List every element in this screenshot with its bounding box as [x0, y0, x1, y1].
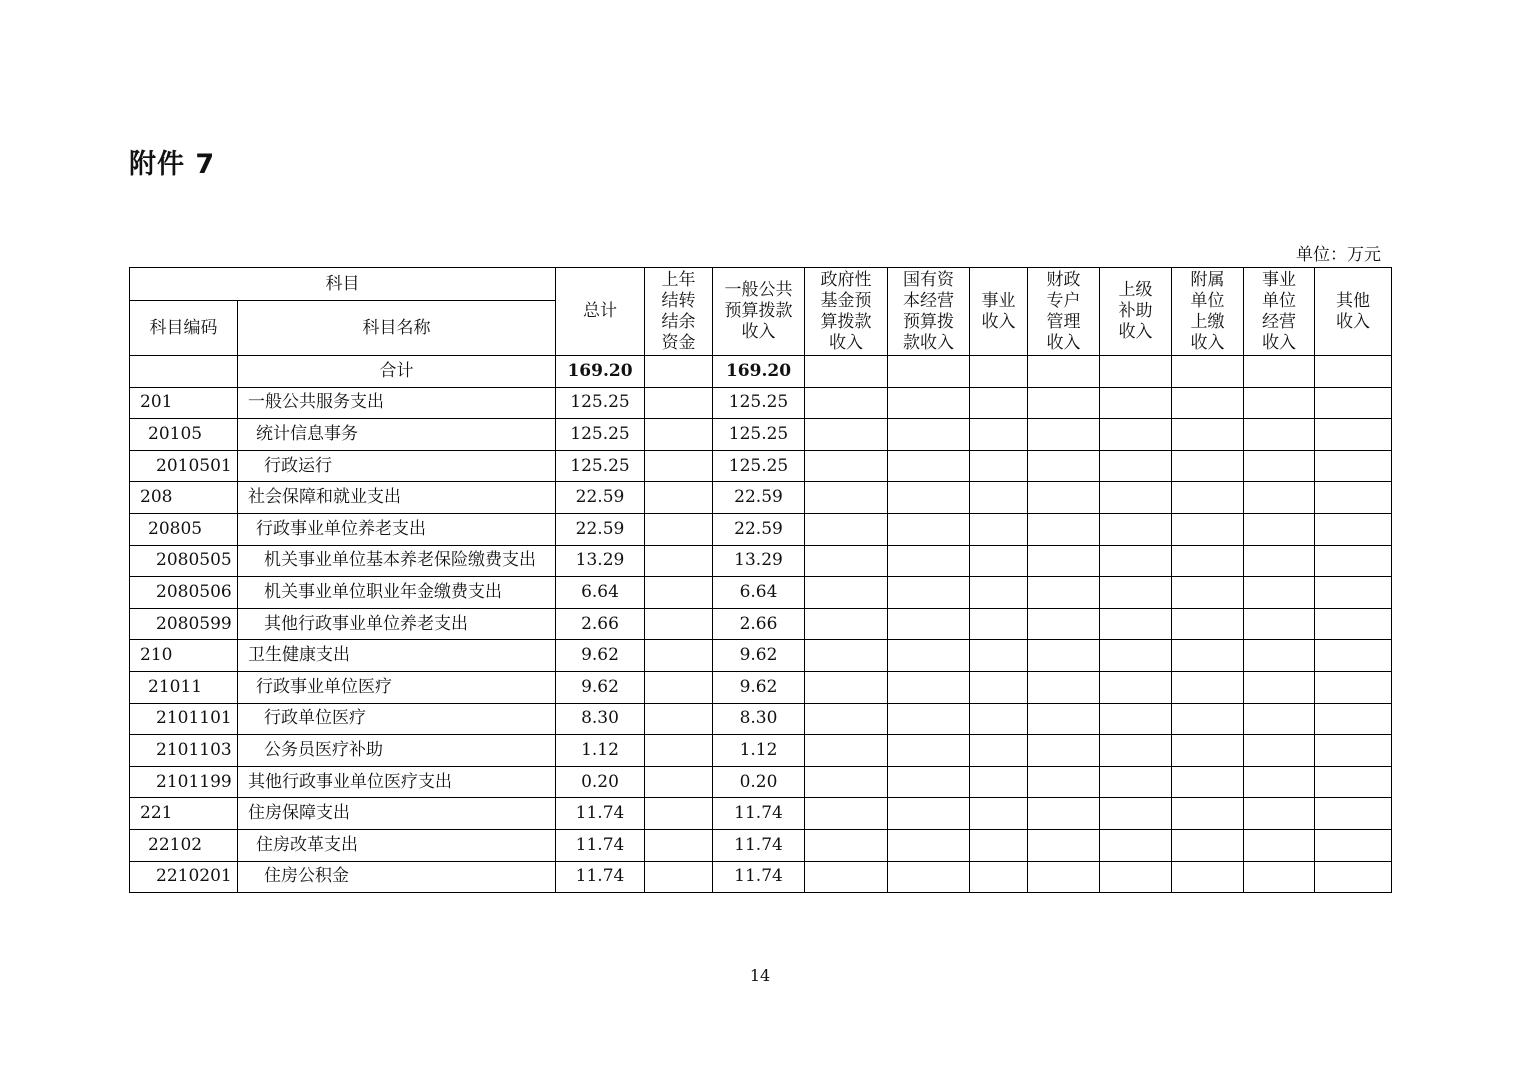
carryover-value	[645, 798, 713, 830]
general-budget-value: 125.25	[713, 387, 805, 419]
total-value: 169.20	[556, 356, 645, 388]
empty-cell	[1100, 798, 1172, 830]
empty-cell	[1244, 671, 1315, 703]
empty-cell	[1244, 640, 1315, 672]
empty-cell	[1172, 671, 1244, 703]
header-line: 事业	[1262, 269, 1296, 290]
empty-cell	[1172, 577, 1244, 609]
empty-cell	[970, 608, 1028, 640]
empty-cell	[888, 766, 970, 798]
empty-cell	[1315, 703, 1392, 735]
header-line: 补助	[1118, 301, 1153, 321]
empty-cell	[1172, 766, 1244, 798]
total-value: 11.74	[556, 829, 645, 861]
total-value: 6.64	[556, 577, 645, 609]
empty-cell	[1028, 356, 1100, 388]
subject-code: 20805	[130, 513, 238, 545]
empty-cell	[1028, 450, 1100, 482]
empty-cell	[805, 577, 888, 609]
total-value: 8.30	[556, 703, 645, 735]
header-line: 单位	[1190, 290, 1225, 311]
empty-cell	[1244, 735, 1315, 767]
empty-cell	[888, 608, 970, 640]
empty-cell	[1315, 766, 1392, 798]
carryover-value	[645, 829, 713, 861]
table-row	[130, 766, 1392, 798]
header-line: 收入	[741, 322, 776, 342]
empty-cell	[888, 419, 970, 451]
total-value: 9.62	[556, 640, 645, 672]
general-budget-value: 125.25	[713, 450, 805, 482]
header-col	[713, 268, 805, 356]
general-budget-value: 0.20	[713, 766, 805, 798]
header-line: 收入	[1336, 311, 1370, 332]
table-row	[130, 577, 1392, 609]
subject-name: 合计	[238, 356, 556, 388]
header-line: 基金预	[820, 290, 872, 311]
empty-cell	[1244, 861, 1315, 893]
total-value: 11.74	[556, 861, 645, 893]
empty-cell	[1028, 735, 1100, 767]
empty-cell	[1100, 829, 1172, 861]
empty-cell	[805, 608, 888, 640]
total-value: 125.25	[556, 387, 645, 419]
empty-cell	[1315, 419, 1392, 451]
empty-cell	[1244, 513, 1315, 545]
empty-cell	[1315, 640, 1392, 672]
empty-cell	[1028, 703, 1100, 735]
general-budget-value: 22.59	[713, 513, 805, 545]
empty-cell	[1028, 545, 1100, 577]
total-value: 125.25	[556, 450, 645, 482]
empty-cell	[1244, 829, 1315, 861]
empty-cell	[888, 577, 970, 609]
header-line: 预算拨	[903, 311, 954, 332]
empty-cell	[888, 545, 970, 577]
general-budget-value: 9.62	[713, 671, 805, 703]
empty-cell	[1244, 798, 1315, 830]
empty-cell	[1244, 387, 1315, 419]
header-code: 科目编码	[130, 301, 238, 356]
carryover-value	[645, 545, 713, 577]
general-budget-value: 8.30	[713, 703, 805, 735]
empty-cell	[1028, 577, 1100, 609]
empty-cell	[1100, 608, 1172, 640]
total-value: 13.29	[556, 545, 645, 577]
empty-cell	[1172, 608, 1244, 640]
header-line: 财政	[1046, 269, 1081, 290]
empty-cell	[1028, 387, 1100, 419]
empty-cell	[970, 640, 1028, 672]
empty-cell	[1172, 356, 1244, 388]
carryover-value	[645, 861, 713, 893]
total-value: 9.62	[556, 671, 645, 703]
header-line: 管理	[1046, 311, 1081, 332]
header-line: 收入	[1262, 332, 1296, 353]
empty-cell	[970, 513, 1028, 545]
empty-cell	[1244, 766, 1315, 798]
empty-cell	[1028, 482, 1100, 514]
empty-cell	[970, 356, 1028, 388]
empty-cell	[970, 829, 1028, 861]
table-row	[130, 671, 1392, 703]
header-line: 上年	[661, 269, 696, 290]
subject-name: 其他行政事业单位养老支出	[238, 608, 556, 640]
empty-cell	[888, 387, 970, 419]
table-row	[130, 798, 1392, 830]
table-row	[130, 513, 1392, 545]
header-col	[1172, 268, 1244, 356]
header-line: 收入	[829, 332, 863, 353]
empty-cell	[970, 766, 1028, 798]
header-line: 事业	[981, 290, 1016, 311]
empty-cell	[1100, 735, 1172, 767]
empty-cell	[1244, 545, 1315, 577]
empty-cell	[1172, 513, 1244, 545]
attachment-title: 附件 7	[129, 149, 216, 180]
empty-cell	[805, 640, 888, 672]
empty-cell	[1028, 671, 1100, 703]
carryover-value	[645, 640, 713, 672]
empty-cell	[1172, 450, 1244, 482]
header-line: 收入	[1118, 322, 1153, 342]
empty-cell	[805, 861, 888, 893]
empty-cell	[970, 671, 1028, 703]
empty-cell	[1100, 387, 1172, 419]
carryover-value	[645, 671, 713, 703]
header-line: 预算拨款	[724, 301, 793, 321]
empty-cell	[1100, 419, 1172, 451]
empty-cell	[1172, 703, 1244, 735]
empty-cell	[970, 861, 1028, 893]
subject-code: 2010501	[130, 450, 238, 482]
header-line: 结转	[661, 290, 696, 311]
subject-code: 2080599	[130, 608, 238, 640]
header-col	[888, 268, 970, 356]
header-line: 收入	[1190, 332, 1225, 353]
table-row	[130, 861, 1392, 893]
empty-cell	[1028, 829, 1100, 861]
subject-name: 公务员医疗补助	[238, 735, 556, 767]
empty-cell	[805, 450, 888, 482]
carryover-value	[645, 450, 713, 482]
empty-cell	[1100, 450, 1172, 482]
carryover-value	[645, 419, 713, 451]
total-value: 11.74	[556, 798, 645, 830]
subject-name: 一般公共服务支出	[238, 387, 556, 419]
header-line: 资金	[661, 332, 696, 353]
empty-cell	[1244, 703, 1315, 735]
empty-cell	[1244, 608, 1315, 640]
empty-cell	[970, 450, 1028, 482]
total-value: 22.59	[556, 513, 645, 545]
empty-cell	[1100, 577, 1172, 609]
empty-cell	[888, 798, 970, 830]
empty-cell	[888, 735, 970, 767]
subject-code: 221	[130, 798, 238, 830]
subject-code: 2101199	[130, 766, 238, 798]
total-value: 22.59	[556, 482, 645, 514]
total-value: 0.20	[556, 766, 645, 798]
subject-name: 社会保障和就业支出	[238, 482, 556, 514]
empty-cell	[1315, 671, 1392, 703]
empty-cell	[888, 356, 970, 388]
total-value: 2.66	[556, 608, 645, 640]
empty-cell	[1028, 419, 1100, 451]
subject-code: 2101101	[130, 703, 238, 735]
empty-cell	[1028, 608, 1100, 640]
table-row	[130, 450, 1392, 482]
empty-cell	[805, 829, 888, 861]
empty-cell	[1172, 798, 1244, 830]
header-total: 总计	[556, 268, 645, 356]
empty-cell	[970, 387, 1028, 419]
carryover-value	[645, 387, 713, 419]
general-budget-value: 125.25	[713, 419, 805, 451]
table-row	[130, 387, 1392, 419]
subject-code: 20105	[130, 419, 238, 451]
empty-cell	[805, 671, 888, 703]
general-budget-value: 6.64	[713, 577, 805, 609]
table-row	[130, 482, 1392, 514]
total-value: 125.25	[556, 419, 645, 451]
empty-cell	[1315, 829, 1392, 861]
header-subject: 科目	[130, 268, 556, 301]
header-line: 上级	[1118, 280, 1153, 300]
empty-cell	[970, 703, 1028, 735]
empty-cell	[1244, 482, 1315, 514]
subject-code: 22102	[130, 829, 238, 861]
empty-cell	[1172, 829, 1244, 861]
empty-cell	[1315, 608, 1392, 640]
total-value: 1.12	[556, 735, 645, 767]
carryover-value	[645, 703, 713, 735]
table-row	[130, 356, 1392, 388]
empty-cell	[1172, 387, 1244, 419]
empty-cell	[1100, 861, 1172, 893]
header-line: 单位	[1262, 290, 1296, 311]
budget-table	[129, 267, 1392, 893]
empty-cell	[1315, 798, 1392, 830]
empty-cell	[970, 798, 1028, 830]
subject-code: 201	[130, 387, 238, 419]
empty-cell	[1100, 640, 1172, 672]
header-col	[970, 268, 1028, 356]
header-line: 一般公共	[724, 280, 793, 300]
subject-name: 其他行政事业单位医疗支出	[238, 766, 556, 798]
table-row	[130, 545, 1392, 577]
table-row	[130, 640, 1392, 672]
empty-cell	[888, 640, 970, 672]
general-budget-value: 169.20	[713, 356, 805, 388]
subject-name: 卫生健康支出	[238, 640, 556, 672]
general-budget-value: 9.62	[713, 640, 805, 672]
carryover-value	[645, 766, 713, 798]
empty-cell	[1028, 766, 1100, 798]
empty-cell	[1028, 861, 1100, 893]
empty-cell	[1315, 482, 1392, 514]
empty-cell	[805, 703, 888, 735]
table-body	[130, 356, 1392, 893]
empty-cell	[970, 482, 1028, 514]
header-line: 收入	[981, 311, 1016, 332]
carryover-value	[645, 356, 713, 388]
empty-cell	[805, 356, 888, 388]
table-row	[130, 735, 1392, 767]
empty-cell	[1315, 577, 1392, 609]
general-budget-value: 11.74	[713, 861, 805, 893]
general-budget-value: 1.12	[713, 735, 805, 767]
carryover-value	[645, 482, 713, 514]
subject-name: 行政运行	[238, 450, 556, 482]
empty-cell	[1100, 671, 1172, 703]
empty-cell	[1315, 545, 1392, 577]
empty-cell	[1315, 513, 1392, 545]
empty-cell	[888, 861, 970, 893]
empty-cell	[1100, 482, 1172, 514]
table-row	[130, 829, 1392, 861]
subject-name: 住房改革支出	[238, 829, 556, 861]
header-line: 上缴	[1190, 311, 1225, 332]
empty-cell	[1028, 513, 1100, 545]
table-header	[130, 268, 1392, 356]
empty-cell	[1172, 735, 1244, 767]
empty-cell	[1172, 545, 1244, 577]
empty-cell	[888, 703, 970, 735]
general-budget-value: 22.59	[713, 482, 805, 514]
empty-cell	[1315, 450, 1392, 482]
header-col	[805, 268, 888, 356]
carryover-value	[645, 513, 713, 545]
subject-name: 统计信息事务	[238, 419, 556, 451]
subject-name: 行政单位医疗	[238, 703, 556, 735]
header-line: 其他	[1336, 290, 1370, 311]
header-line: 收入	[1046, 332, 1081, 353]
subject-code: 21011	[130, 671, 238, 703]
subject-code	[130, 356, 238, 388]
header-name: 科目名称	[238, 301, 556, 356]
empty-cell	[888, 513, 970, 545]
empty-cell	[1244, 450, 1315, 482]
header-line: 经营	[1262, 311, 1296, 332]
subject-code: 208	[130, 482, 238, 514]
subject-name: 行政事业单位养老支出	[238, 513, 556, 545]
empty-cell	[888, 482, 970, 514]
empty-cell	[1172, 861, 1244, 893]
empty-cell	[888, 829, 970, 861]
empty-cell	[1172, 482, 1244, 514]
header-line: 附属	[1190, 269, 1225, 290]
subject-name: 住房公积金	[238, 861, 556, 893]
empty-cell	[888, 671, 970, 703]
subject-name: 机关事业单位基本养老保险缴费支出	[238, 545, 556, 577]
empty-cell	[1100, 513, 1172, 545]
empty-cell	[1315, 735, 1392, 767]
empty-cell	[805, 798, 888, 830]
empty-cell	[1028, 798, 1100, 830]
header-col	[645, 268, 713, 356]
header-col	[1028, 268, 1100, 356]
empty-cell	[970, 419, 1028, 451]
empty-cell	[805, 419, 888, 451]
header-line: 款收入	[903, 332, 954, 353]
empty-cell	[805, 735, 888, 767]
carryover-value	[645, 608, 713, 640]
table-row	[130, 608, 1392, 640]
empty-cell	[888, 450, 970, 482]
general-budget-value: 11.74	[713, 829, 805, 861]
empty-cell	[970, 545, 1028, 577]
subject-code: 2080505	[130, 545, 238, 577]
unit-label: 单位：万元	[1296, 245, 1381, 265]
empty-cell	[970, 577, 1028, 609]
empty-cell	[805, 545, 888, 577]
header-line: 政府性	[820, 269, 872, 290]
page-number: 14	[749, 966, 771, 985]
header-col	[1315, 268, 1392, 356]
header-line: 本经营	[903, 290, 954, 311]
empty-cell	[1315, 356, 1392, 388]
empty-cell	[1100, 356, 1172, 388]
subject-code: 2210201	[130, 861, 238, 893]
subject-code: 210	[130, 640, 238, 672]
empty-cell	[1315, 387, 1392, 419]
carryover-value	[645, 735, 713, 767]
empty-cell	[1172, 640, 1244, 672]
subject-code: 2080506	[130, 577, 238, 609]
empty-cell	[805, 766, 888, 798]
header-col	[1100, 268, 1172, 356]
header-line: 结余	[661, 311, 696, 332]
empty-cell	[1315, 861, 1392, 893]
table-row	[130, 419, 1392, 451]
subject-name: 住房保障支出	[238, 798, 556, 830]
general-budget-value: 13.29	[713, 545, 805, 577]
empty-cell	[1244, 419, 1315, 451]
subject-name: 机关事业单位职业年金缴费支出	[238, 577, 556, 609]
empty-cell	[1244, 577, 1315, 609]
table-row	[130, 703, 1392, 735]
empty-cell	[1028, 640, 1100, 672]
empty-cell	[805, 513, 888, 545]
empty-cell	[1172, 419, 1244, 451]
empty-cell	[1100, 766, 1172, 798]
empty-cell	[1244, 356, 1315, 388]
subject-name: 行政事业单位医疗	[238, 671, 556, 703]
header-line: 专户	[1046, 290, 1081, 311]
general-budget-value: 2.66	[713, 608, 805, 640]
header-line: 算拨款	[820, 311, 872, 332]
empty-cell	[970, 735, 1028, 767]
header-line: 国有资	[903, 269, 954, 290]
general-budget-value: 11.74	[713, 798, 805, 830]
empty-cell	[805, 482, 888, 514]
carryover-value	[645, 577, 713, 609]
empty-cell	[805, 387, 888, 419]
header-col	[1244, 268, 1315, 356]
empty-cell	[1100, 545, 1172, 577]
empty-cell	[1100, 703, 1172, 735]
subject-code: 2101103	[130, 735, 238, 767]
